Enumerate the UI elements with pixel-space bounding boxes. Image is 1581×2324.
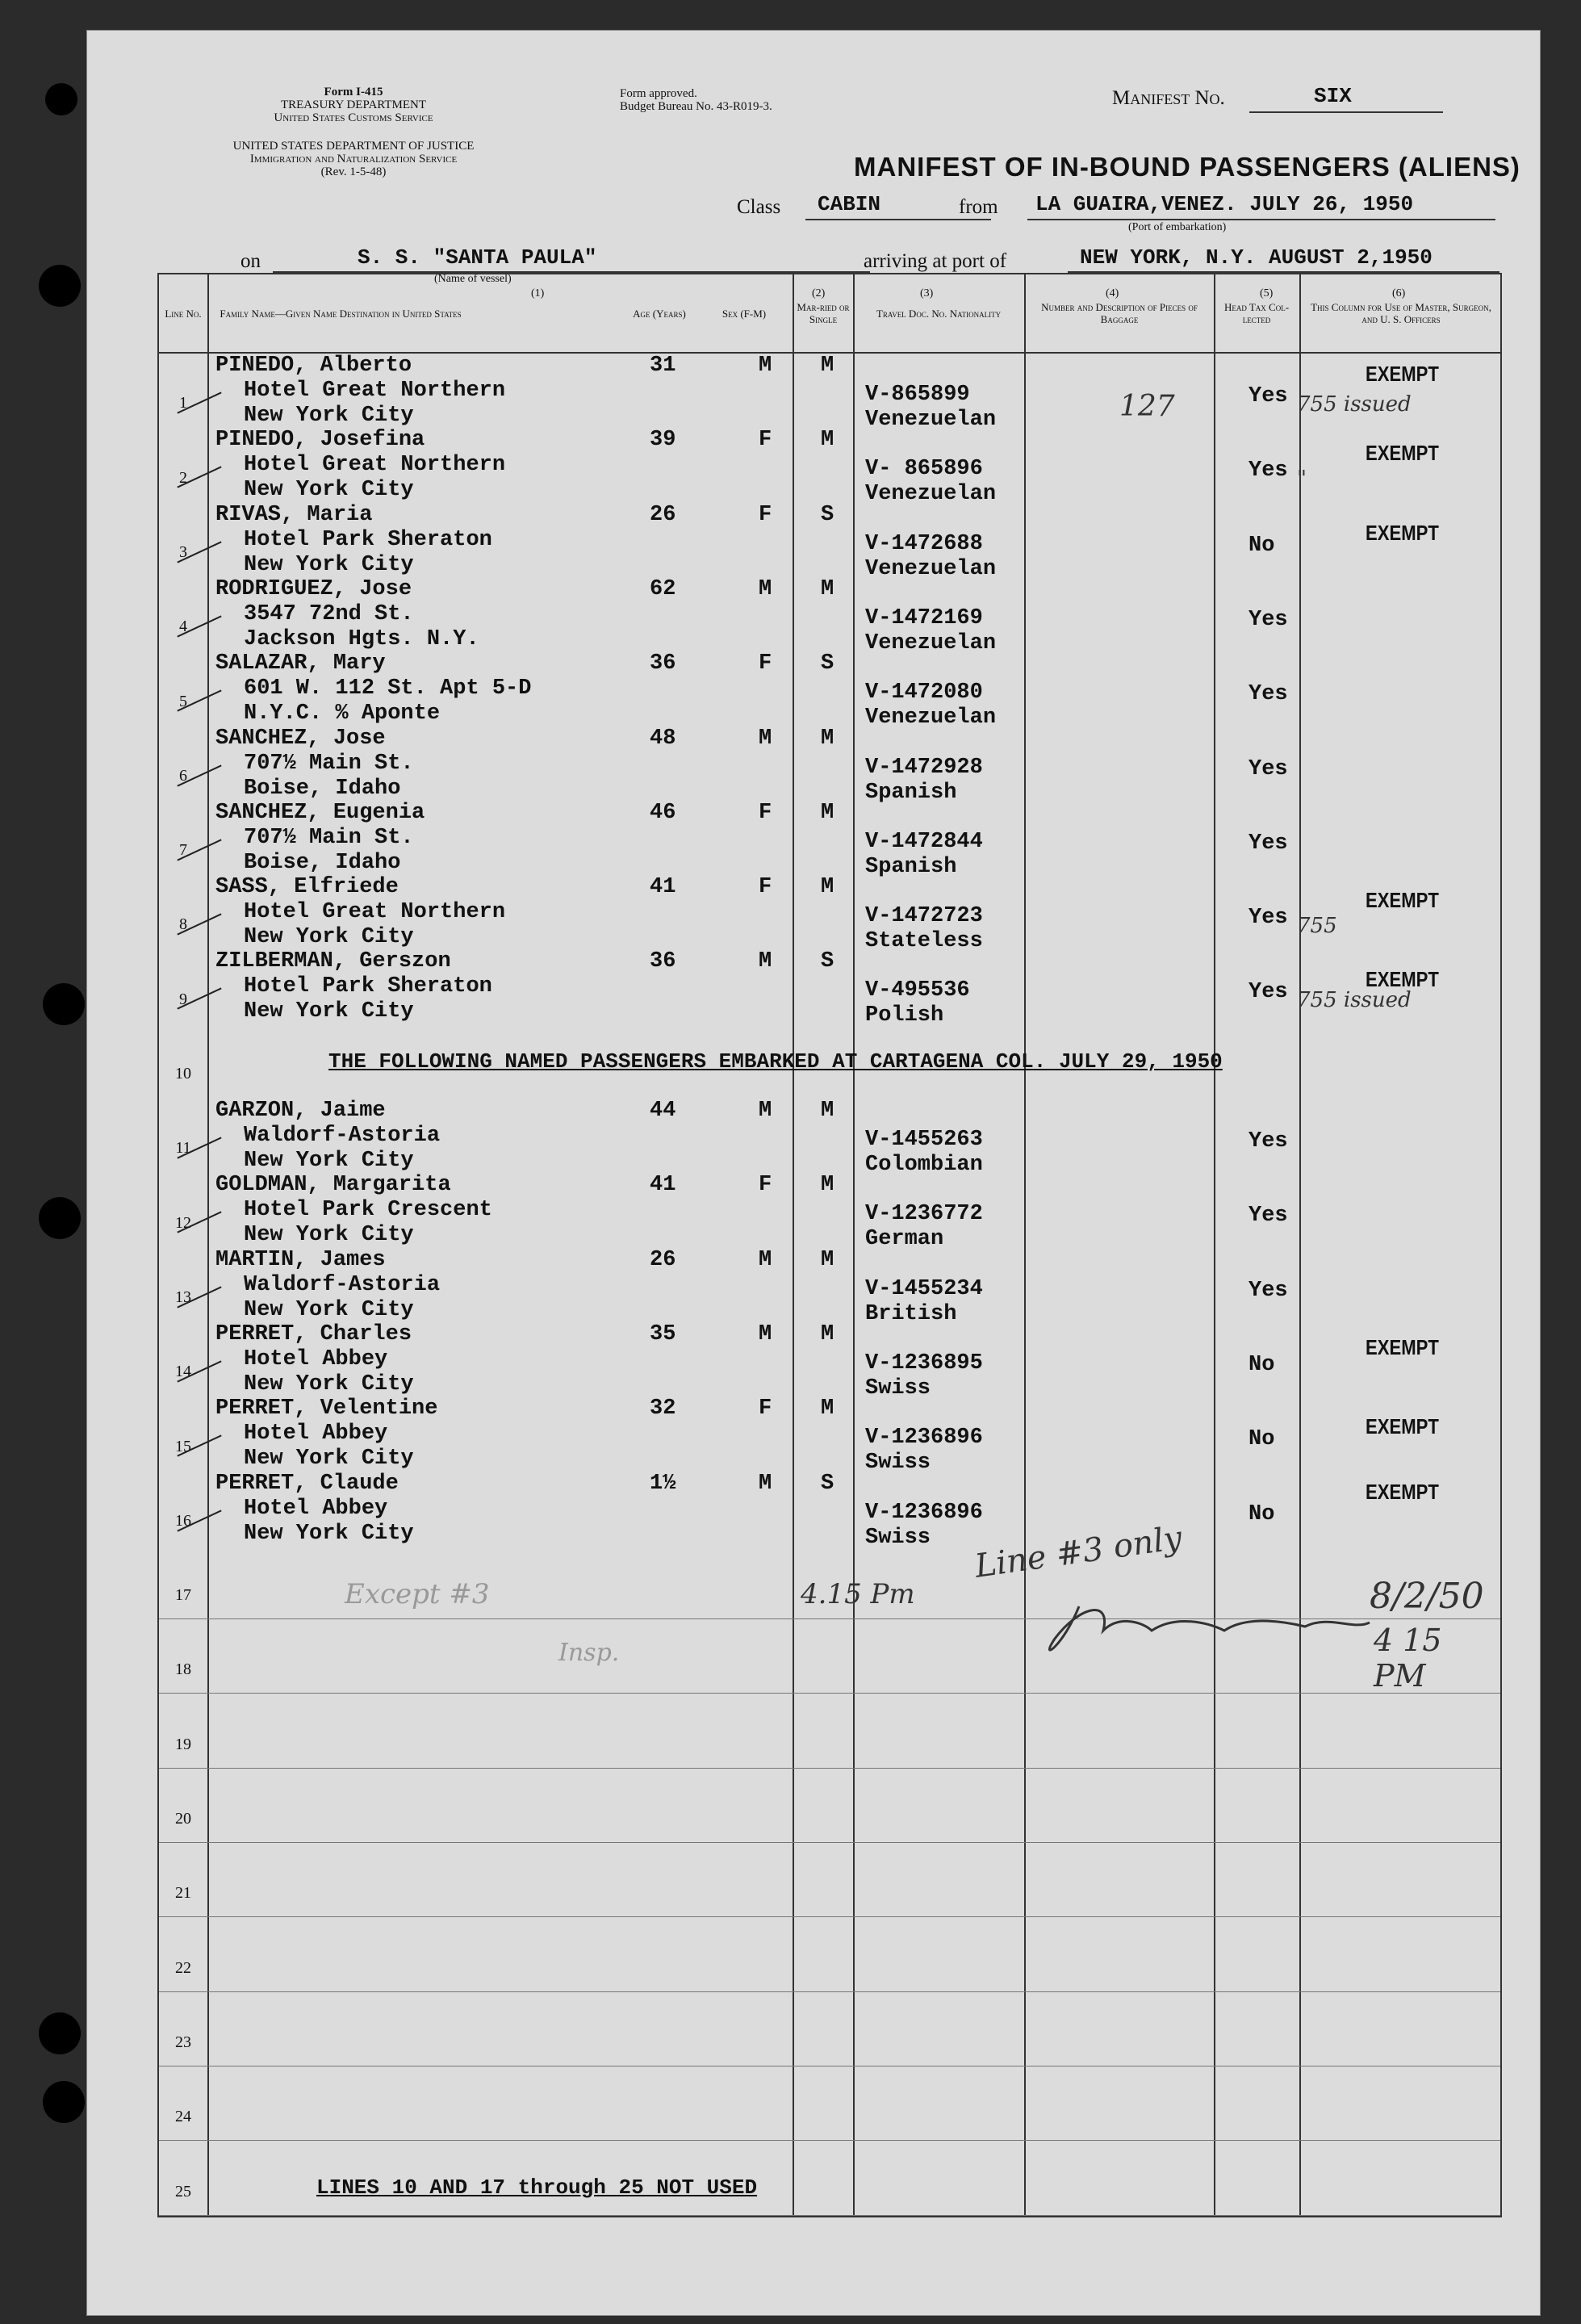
- port-note: (Port of embarkation): [1128, 221, 1227, 233]
- travel-doc-number: V-865899: [865, 383, 970, 407]
- nationality: Spanish: [865, 780, 957, 805]
- exempt-stamp: EXEMPT: [1366, 888, 1439, 913]
- passenger-marital-status: M: [821, 1099, 834, 1123]
- passenger-sex: M: [759, 1247, 772, 1272]
- head-tax: Yes: [1248, 756, 1288, 781]
- passenger-sex: M: [759, 949, 772, 974]
- passenger-sex: M: [759, 726, 772, 751]
- line-number: 18: [175, 1660, 191, 1679]
- travel-doc-number: V- 865896: [865, 457, 983, 482]
- line-number: 22: [175, 1958, 191, 1977]
- line-number: 6: [179, 766, 187, 785]
- line-number: 11: [175, 1139, 191, 1158]
- passenger-sex: M: [759, 1099, 772, 1123]
- passenger-address-2: New York City: [244, 404, 414, 428]
- exempt-stamp: EXEMPT: [1366, 1414, 1439, 1439]
- line-number: 7: [179, 841, 187, 860]
- head-tax: Yes: [1248, 682, 1288, 707]
- passenger-marital-status: M: [821, 428, 834, 453]
- line-number: 14: [175, 1363, 191, 1381]
- col-header-married: Mar-ried or Single: [797, 301, 850, 325]
- passenger-address-2: New York City: [244, 478, 414, 503]
- handwritten-insp: Insp.: [558, 1639, 620, 1667]
- cartagena-note: THE FOLLOWING NAMED PASSENGERS EMBARKED AT CARTAGENA COL. JULY 29, 1950: [328, 1049, 1223, 1074]
- head-tax: No: [1248, 533, 1275, 558]
- line-number: 21: [175, 1884, 191, 1903]
- handwritten-line-note: Line #3 only: [972, 1519, 1185, 1585]
- head-tax: Yes: [1248, 906, 1288, 931]
- officer-note: 755: [1297, 914, 1337, 939]
- passenger-address-2: New York City: [244, 1223, 414, 1248]
- passenger-marital-status: M: [821, 354, 834, 378]
- on-label: on: [240, 250, 261, 272]
- passenger-sex: M: [759, 576, 772, 601]
- baggage-count: 127: [1119, 390, 1175, 423]
- passenger-address-1: Hotel Great Northern: [244, 453, 506, 478]
- passenger-marital-status: S: [821, 502, 834, 527]
- passenger-sex: F: [759, 1396, 772, 1422]
- travel-doc-number: V-1472928: [865, 755, 983, 780]
- passenger-sex: M: [759, 354, 772, 378]
- passenger-name: PERRET, Velentine: [215, 1396, 438, 1422]
- col-num-5: (5): [1260, 287, 1274, 299]
- travel-doc-number: V-1472844: [865, 829, 983, 854]
- nationality: Stateless: [865, 929, 983, 954]
- travel-doc-number: V-1236895: [865, 1350, 983, 1376]
- passenger-name: GOLDMAN, Margarita: [215, 1173, 451, 1198]
- travel-doc-number: V-1455263: [865, 1128, 983, 1152]
- manifest-label: Manifest No.: [1112, 87, 1225, 109]
- passenger-address-2: N.Y.C. % Aponte: [244, 701, 441, 727]
- passenger-address-1: 707½ Main St.: [244, 825, 414, 850]
- passenger-age: 44: [650, 1099, 676, 1123]
- passenger-age: 32: [650, 1396, 676, 1422]
- passenger-name: SALAZAR, Mary: [215, 651, 386, 676]
- passenger-sex: F: [759, 1173, 772, 1198]
- travel-doc-number: V-1472169: [865, 605, 983, 630]
- passenger-age: 31: [650, 354, 676, 378]
- passenger-name: PERRET, Claude: [215, 1471, 399, 1496]
- line-number: 5: [179, 692, 187, 710]
- passenger-address-2: New York City: [244, 1149, 414, 1173]
- travel-doc-number: V-1236896: [865, 1426, 983, 1451]
- passenger-address-1: Waldorf-Astoria: [244, 1124, 441, 1148]
- passenger-address-1: Hotel Abbey: [244, 1346, 388, 1371]
- punch-hole: [39, 265, 81, 307]
- manifest-number: SIX: [1314, 84, 1352, 108]
- arriving-label: arriving at port of: [864, 250, 1007, 272]
- passenger-age: 39: [650, 428, 676, 453]
- passenger-marital-status: M: [821, 1247, 834, 1272]
- line-number: 1: [179, 394, 187, 412]
- travel-doc-number: V-1455234: [865, 1276, 983, 1301]
- arrival-value: NEW YORK, N.Y. AUGUST 2,1950: [1080, 245, 1433, 270]
- col-header-name: Family Name—Given Name Destination in United States: [220, 307, 462, 320]
- inspector-signature: [1031, 1582, 1378, 1671]
- passenger-marital-status: S: [821, 651, 834, 676]
- passenger-name: PINEDO, Josefina: [215, 428, 425, 453]
- passenger-address-1: 601 W. 112 St. Apt 5-D: [244, 676, 532, 701]
- passenger-address-2: New York City: [244, 999, 414, 1024]
- officer-note: ": [1297, 467, 1307, 492]
- passenger-age: 41: [650, 1173, 676, 1198]
- line-number: 13: [175, 1288, 191, 1306]
- nationality: Venezuelan: [865, 630, 997, 655]
- passenger-name: SASS, Elfriede: [215, 875, 399, 900]
- exempt-stamp: EXEMPT: [1366, 1334, 1439, 1359]
- passenger-age: 41: [650, 875, 676, 900]
- punch-hole: [39, 2012, 81, 2054]
- passenger-address-2: Boise, Idaho: [244, 776, 401, 801]
- passenger-address-1: Hotel Park Sheraton: [244, 527, 492, 552]
- passenger-address-1: Hotel Great Northern: [244, 379, 506, 403]
- passenger-address-1: Hotel Great Northern: [244, 900, 506, 925]
- officer-note: 755 issued: [1297, 988, 1412, 1013]
- head-tax: Yes: [1248, 1129, 1288, 1154]
- nationality: Swiss: [865, 1525, 931, 1550]
- passenger-age: 26: [650, 1247, 676, 1272]
- nationality: Venezuelan: [865, 706, 997, 731]
- head-tax: Yes: [1248, 384, 1288, 408]
- approval-block: [620, 87, 886, 113]
- col-header-travel: Travel Doc. No. Nationality: [876, 307, 1002, 320]
- passenger-address-2: New York City: [244, 1521, 414, 1546]
- nationality: Swiss: [865, 1451, 931, 1476]
- revision: (Rev. 1-5-48): [320, 165, 387, 178]
- line-number: 24: [175, 2108, 191, 2126]
- line-number: 19: [175, 1735, 191, 1753]
- handwritten-time-1: 4.15 Pm: [801, 1578, 915, 1610]
- passenger-sex: F: [759, 800, 772, 825]
- head-tax: Yes: [1248, 1278, 1288, 1303]
- passenger-sex: M: [759, 1471, 772, 1496]
- passenger-sex: F: [759, 651, 772, 676]
- form-approved: Form approved.: [620, 87, 697, 100]
- vessel-note: (Name of vessel): [434, 273, 512, 285]
- line-number: 9: [179, 990, 187, 1008]
- travel-doc-number: V-495536: [865, 978, 970, 1003]
- head-tax: Yes: [1248, 607, 1288, 632]
- head-tax: No: [1248, 1501, 1275, 1526]
- ins-service: Immigration and Naturalization Service: [249, 153, 458, 165]
- line-number: 20: [175, 1810, 191, 1828]
- passenger-address-1: Hotel Park Crescent: [244, 1198, 492, 1223]
- passenger-name: SANCHEZ, Eugenia: [215, 800, 425, 825]
- passenger-address-2: Jackson Hgts. N.Y.: [244, 626, 479, 651]
- col-num-1: (1): [531, 287, 545, 299]
- col-header-officers: This Column for Use of Master, Surgeon, and U. S. Officers: [1311, 301, 1491, 325]
- passenger-address-2: New York City: [244, 1297, 414, 1322]
- nationality: Venezuelan: [865, 482, 997, 507]
- handwritten-except: Except #3: [345, 1578, 490, 1610]
- head-tax: Yes: [1248, 831, 1288, 856]
- col-header-baggage: Number and Description of Pieces of Baggage: [1041, 301, 1198, 325]
- col-header-sex: Sex (F-M): [721, 307, 767, 320]
- line-number: 12: [175, 1213, 191, 1232]
- head-tax: Yes: [1248, 1204, 1288, 1229]
- punch-hole: [39, 1197, 81, 1239]
- treasury-dept: TREASURY DEPARTMENT: [280, 98, 427, 111]
- passenger-address-2: New York City: [244, 1447, 414, 1472]
- nationality: Swiss: [865, 1376, 931, 1401]
- passenger-address-1: Hotel Park Sheraton: [244, 974, 492, 999]
- passenger-name: ZILBERMAN, Gerszon: [215, 949, 451, 974]
- justice-dept: UNITED STATES DEPARTMENT OF JUSTICE: [232, 140, 475, 153]
- passenger-marital-status: M: [821, 726, 834, 751]
- nationality: Venezuelan: [865, 556, 997, 581]
- head-tax: No: [1248, 1352, 1275, 1377]
- passenger-marital-status: S: [821, 1471, 834, 1496]
- passenger-age: 1½: [650, 1471, 676, 1496]
- line-number: 2: [179, 468, 187, 487]
- passenger-address-1: Hotel Abbey: [244, 1496, 388, 1521]
- officer-note: 755 issued: [1297, 392, 1412, 417]
- form-number: Form I-415: [324, 86, 383, 98]
- vessel-name: S. S. "SANTA PAULA": [358, 245, 597, 270]
- travel-doc-number: V-1472688: [865, 531, 983, 556]
- passenger-age: 36: [650, 949, 676, 974]
- passenger-marital-status: M: [821, 1321, 834, 1346]
- passenger-name: GARZON, Jaime: [215, 1099, 386, 1123]
- passenger-address-1: Hotel Abbey: [244, 1422, 388, 1447]
- line-number: 8: [179, 915, 187, 934]
- line-number: 10: [175, 1065, 191, 1082]
- punch-hole: [43, 983, 85, 1025]
- customs-service: United States Customs Service: [274, 111, 433, 124]
- passenger-name: PERRET, Charles: [215, 1321, 412, 1346]
- passenger-marital-status: M: [821, 800, 834, 825]
- col-header-age: Age (Years): [633, 307, 686, 320]
- class-value: CABIN: [818, 192, 881, 216]
- nationality: Spanish: [865, 854, 957, 879]
- justice-header: [232, 140, 475, 178]
- passenger-table: [157, 273, 1502, 2217]
- passenger-address-1: Waldorf-Astoria: [244, 1272, 441, 1297]
- exempt-stamp: EXEMPT: [1366, 1479, 1439, 1504]
- passenger-marital-status: S: [821, 949, 834, 974]
- punch-hole: [43, 2081, 85, 2123]
- nationality: Venezuelan: [865, 408, 997, 432]
- col-header-headtax: Head Tax Col-lected: [1223, 301, 1290, 325]
- passenger-sex: F: [759, 428, 772, 453]
- passenger-name: RODRIGUEZ, Jose: [215, 576, 412, 601]
- col-num-4: (4): [1106, 287, 1119, 299]
- passenger-age: 62: [650, 576, 676, 601]
- budget-bureau: Budget Bureau No. 43-R019-3.: [620, 100, 772, 113]
- class-label: Class: [737, 196, 781, 218]
- passenger-marital-status: M: [821, 1396, 834, 1422]
- passenger-sex: M: [759, 1321, 772, 1346]
- line-number: 23: [175, 2033, 191, 2051]
- head-tax: Yes: [1248, 459, 1288, 484]
- passenger-address-1: 707½ Main St.: [244, 751, 414, 776]
- exempt-stamp: EXEMPT: [1366, 362, 1439, 386]
- passenger-age: 26: [650, 502, 676, 527]
- passenger-name: MARTIN, James: [215, 1247, 386, 1272]
- col-num-2: (2): [812, 287, 826, 299]
- passenger-address-2: Boise, Idaho: [244, 850, 401, 875]
- exempt-stamp: EXEMPT: [1366, 967, 1439, 992]
- passenger-marital-status: M: [821, 1173, 834, 1198]
- nationality: Colombian: [865, 1153, 983, 1177]
- head-tax: No: [1248, 1427, 1275, 1452]
- passenger-name: PINEDO, Alberto: [215, 354, 412, 378]
- handwritten-date: 8/2/50: [1370, 1576, 1484, 1617]
- passenger-age: 46: [650, 800, 676, 825]
- line-number: 17: [175, 1586, 191, 1605]
- exempt-stamp: EXEMPT: [1366, 520, 1439, 545]
- travel-doc-number: V-1472080: [865, 680, 983, 706]
- nationality: British: [865, 1301, 957, 1326]
- passenger-name: SANCHEZ, Jose: [215, 726, 386, 751]
- punch-hole: [45, 83, 77, 115]
- line-number: 15: [175, 1437, 191, 1455]
- passenger-address-2: New York City: [244, 925, 414, 950]
- line-number: 25: [175, 2182, 191, 2200]
- travel-doc-number: V-1472723: [865, 904, 983, 929]
- travel-doc-number: V-1236896: [865, 1500, 983, 1525]
- manifest-title: MANIFEST OF IN-BOUND PASSENGERS (ALIENS): [854, 152, 1520, 182]
- form-header-left: [232, 86, 475, 124]
- passenger-marital-status: M: [821, 875, 834, 900]
- passenger-address-2: New York City: [244, 1371, 414, 1396]
- col-header-line: Line No.: [165, 307, 202, 320]
- passenger-age: 48: [650, 726, 676, 751]
- travel-doc-number: V-1236772: [865, 1202, 983, 1227]
- passenger-name: RIVAS, Maria: [215, 502, 373, 527]
- lines-not-used-note: LINES 10 AND 17 through 25 NOT USED: [316, 2175, 758, 2200]
- nationality: Polish: [865, 1003, 944, 1028]
- from-value: LA GUAIRA,VENEZ. JULY 26, 1950: [1035, 192, 1414, 216]
- col-num-3: (3): [920, 287, 934, 299]
- passenger-marital-status: M: [821, 576, 834, 601]
- exempt-stamp: EXEMPT: [1366, 441, 1439, 466]
- handwritten-time-2: 4 15 PM: [1374, 1623, 1442, 1694]
- head-tax: Yes: [1248, 980, 1288, 1005]
- line-number: 3: [179, 542, 187, 561]
- nationality: German: [865, 1227, 944, 1252]
- from-label: from: [959, 196, 998, 218]
- line-number: 4: [179, 618, 187, 636]
- passenger-address-2: New York City: [244, 552, 414, 577]
- col-num-6: (6): [1392, 287, 1406, 299]
- passenger-age: 35: [650, 1321, 676, 1346]
- passenger-sex: F: [759, 875, 772, 900]
- line-number: 16: [175, 1511, 191, 1530]
- passenger-age: 36: [650, 651, 676, 676]
- passenger-address-1: 3547 72nd St.: [244, 601, 414, 626]
- passenger-sex: F: [759, 502, 772, 527]
